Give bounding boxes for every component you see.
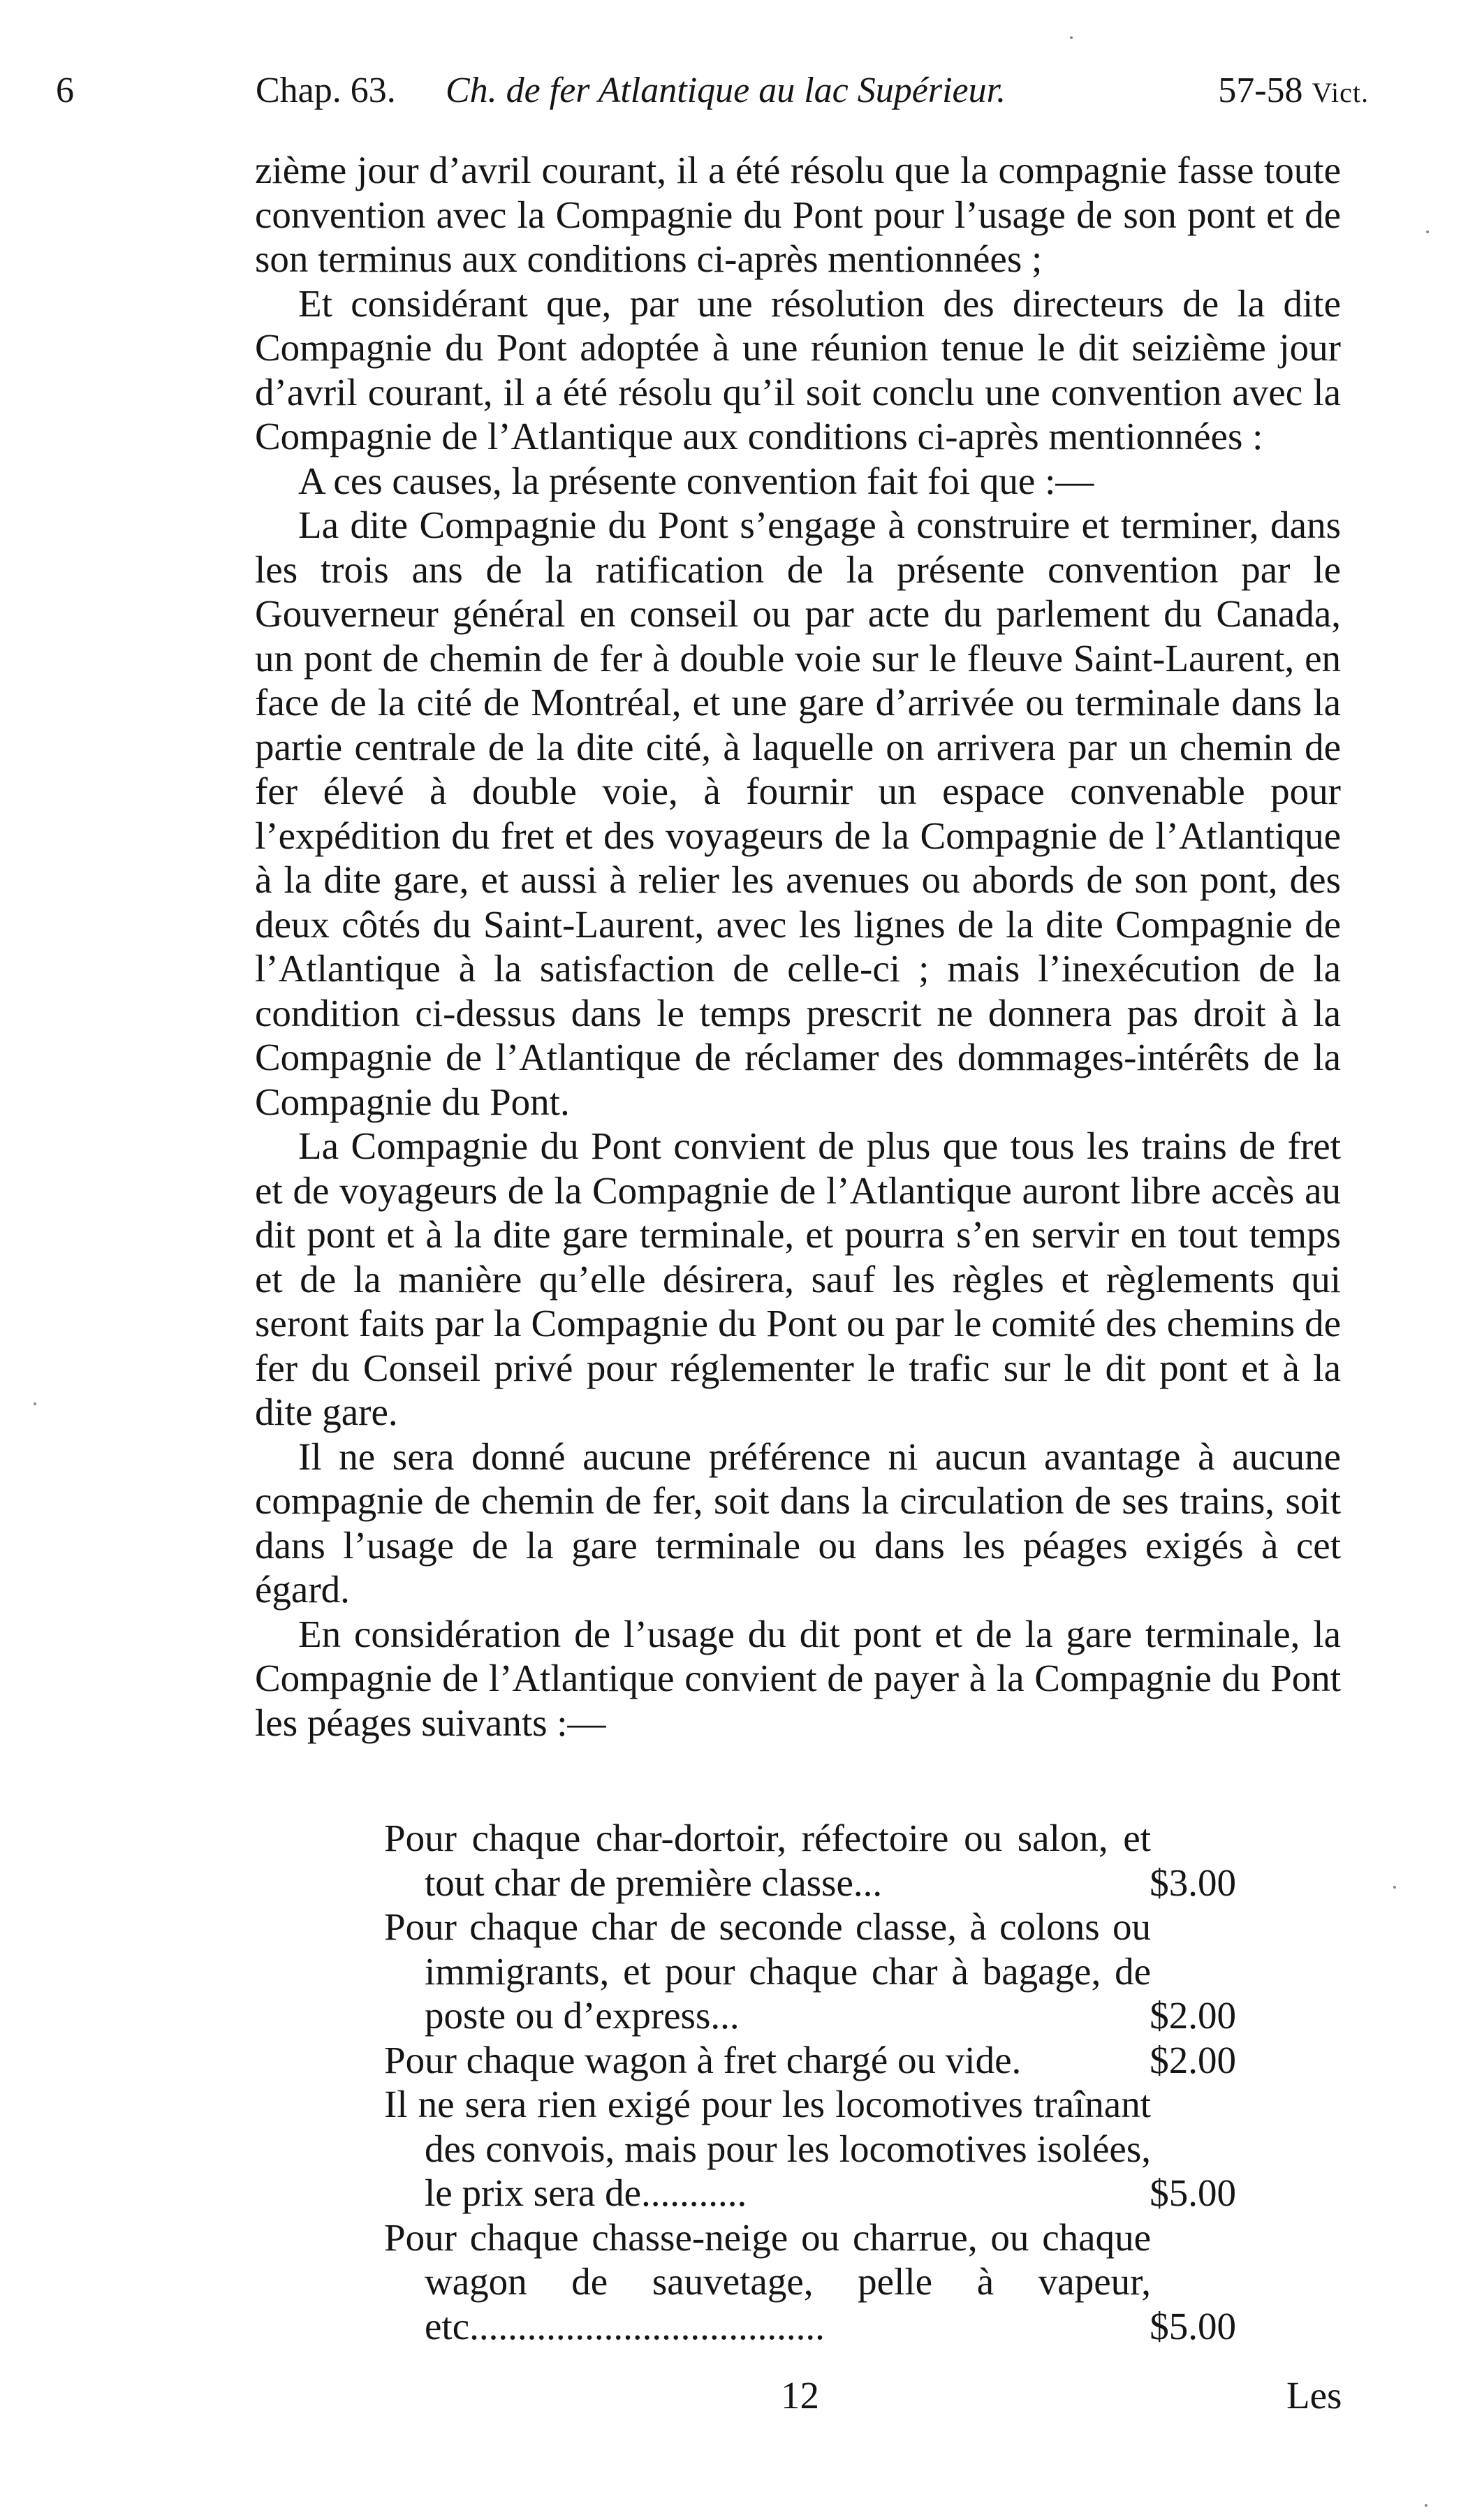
paragraph: La Compagnie du Pont convient de plus que tous les trains de fret et de voyageurs de la Compagnie de l’Atlantique auront libre accès au dit pont et à la dite gare terminale, et pourra s’en servir en tout temps et de la manière qu’elle désirera, sauf les règles et règlements qui seront faits par la Compagnie du Pont ou par le comité des chemins de fer du Conseil privé pour réglementer le trafic sur le dit pont et à la dite gare. — [255, 1125, 1341, 1433]
chapter-label: Chap. 63. — [256, 71, 396, 110]
scan-speck — [1070, 36, 1073, 39]
toll-amount: $5.00 — [1150, 2171, 1236, 2214]
toll-row — [384, 2082, 1236, 2215]
toll-description: Pour chaque char de seconde classe, à colons ou immigrants, et pour chaque char à bagage, de poste ou d’express... — [384, 1905, 1151, 2037]
toll-amount: $2.00 — [1150, 2038, 1236, 2081]
toll-amount: $3.00 — [1150, 1861, 1236, 1904]
regnal-years: 57-58 — [1218, 71, 1303, 110]
running-header — [56, 66, 1369, 115]
paragraph: Et considérant que, par une résolution des directeurs de la dite Compagnie du Pont adoptée à une réunion tenue le dit seizième jour d’avril courant, il a été résolu qu’il soit conclu une convention avec la Compagnie de l’Atlantique aux conditions ci-après mentionnées : — [255, 281, 1341, 457]
act-title: Ch. de fer Atlantique au lac Supérieur. — [446, 71, 1006, 110]
toll-row — [384, 1905, 1236, 2038]
toll-description: Pour chaque chasse-neige ou charrue, ou chaque wagon de sauvetage, pelle à vapeur, etc..................................... — [384, 2215, 1151, 2347]
toll-amount: $5.00 — [1150, 2304, 1236, 2347]
page-number: 6 — [56, 71, 74, 110]
page-footer — [0, 2371, 1461, 2420]
body-text — [255, 148, 1341, 1745]
signature-mark: 12 — [781, 2374, 819, 2417]
paragraph: zième jour d’avril courant, il a été résolu que la compagnie fasse toute convention avec la Compagnie du Pont pour l’usage de son pont et de son terminus aux conditions ci-après mentionnées ; — [255, 149, 1341, 280]
paragraph: En considération de l’usage du dit pont et de la gare terminale, la Compagnie de l’Atlantique convient de payer à la Compagnie du Pont les péages suivants :— — [255, 1612, 1341, 1744]
toll-row — [384, 2038, 1236, 2083]
catchword: Les — [1286, 2374, 1342, 2417]
toll-description: Il ne sera rien exigé pour les locomotives traînant des convois, mais pour les locomotives isolées, le prix sera de........... — [384, 2083, 1151, 2214]
paragraph: La dite Compagnie du Pont s’engage à construire et terminer, dans les trois ans de la ratification de la présente convention par le Gouverneur général en conseil ou par acte du parlement du Canada, un pont de chemin de fer à double voie sur le fleuve Saint-Laurent, en face de la cité de Montréal, et une gare d’arrivée ou terminale dans la partie centrale de la dite cité, à laquelle on arrivera par un chemin de fer élevé à double voie, à fournir un espace convenable pour l’expédition du fret et des voyageurs de la Compagnie de l’Atlantique à la dite gare, et aussi à relier les avenues ou abords de son pont, des deux côtés du Saint-Laurent, avec les lignes de la dite Compagnie de l’Atlantique à la satisfaction de celle-ci ; mais l’inexécution de la condition ci-dessus dans le temps prescrit ne donnera pas droit à la Compagnie de l’Atlantique de réclamer des dommages-intérêts de la Compagnie du Pont. — [255, 504, 1341, 1123]
paragraph: Il ne sera donné aucune préférence ni aucun avantage à aucune compagnie de chemin de fer, soit dans la circulation de ses trains, soit dans l’usage de la gare terminale ou dans les péages exigés à cet égard. — [255, 1435, 1341, 1611]
toll-schedule — [384, 1816, 1236, 2348]
scan-speck — [1425, 2504, 1427, 2507]
toll-row — [384, 2215, 1236, 2349]
scan-speck — [34, 1402, 36, 1405]
scan-speck — [1426, 230, 1429, 233]
toll-amount: $2.00 — [1150, 1994, 1236, 2037]
regnal-abbr: Vict. — [1312, 77, 1369, 108]
toll-description: Pour chaque wagon à fret chargé ou vide. — [384, 2038, 1022, 2081]
paragraph: A ces causes, la présente convention fait foi que :— — [298, 459, 1094, 502]
toll-row — [384, 1816, 1236, 1905]
toll-description: Pour chaque char-dortoir, réfectoire ou salon, et tout char de première classe... — [384, 1817, 1151, 1904]
scan-speck — [1393, 1886, 1396, 1889]
regnal-year — [1218, 66, 1369, 117]
